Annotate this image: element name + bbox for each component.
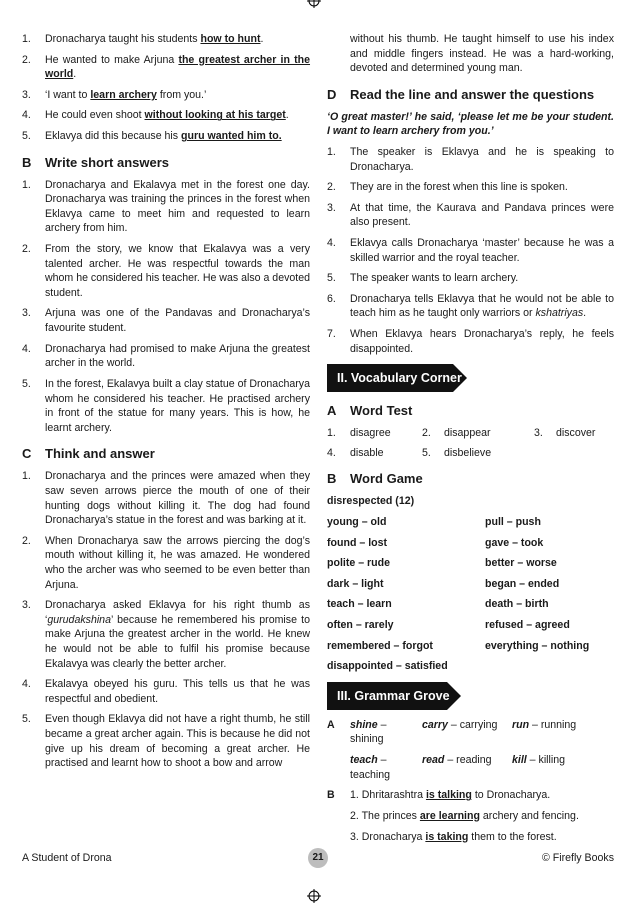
sentence-text: [350, 809, 614, 824]
list-item: [22, 677, 310, 706]
list-item: [22, 32, 310, 47]
left-column: [22, 32, 310, 777]
item-number: 1.: [22, 470, 31, 483]
verb-phrase: is taking: [425, 830, 469, 843]
list-item: [327, 327, 614, 356]
item-number: 3.: [22, 599, 31, 612]
antonym-pair: gave – took: [485, 536, 544, 549]
antonym-pair: found – lost: [327, 536, 388, 549]
item-text-pre: ‘I want to: [45, 88, 91, 101]
item-text: [45, 88, 310, 103]
item-number: 3.: [22, 88, 31, 101]
antonym-pair: began – ended: [485, 577, 560, 590]
list-item: [327, 201, 614, 230]
item-text-pre: He wanted to make Arjuna: [45, 53, 179, 66]
section-letter: [327, 830, 350, 845]
item-text-post: from you.’: [156, 88, 207, 101]
sentence-post: archery and fencing.: [479, 809, 579, 822]
item-number: 2.: [22, 53, 31, 66]
item-text-pre: He could even shoot: [45, 109, 145, 122]
sentence-pre: 1. Dhritarashtra: [350, 789, 426, 802]
continued-paragraph: without his thumb. He taught himself to use his index and middle fingers instead. He was a hard-working, devoted and determined young man.: [350, 33, 614, 75]
item-text: [45, 32, 310, 47]
word: discover: [556, 427, 596, 440]
item-text: Even though Eklavya did not have a right thumb, he still became a great archer again. This is because he did not give up his dream of becoming a great archer. He practised and learnt how to shoot a bow and arrow: [45, 713, 310, 770]
item-text: [350, 292, 614, 321]
grammar-sentence: [327, 809, 614, 824]
item-number: 2.: [22, 534, 31, 547]
sentence-post: them to the forest.: [468, 830, 557, 843]
antonym-pair: remembered – forgot: [327, 639, 433, 652]
answer-highlight: the greatest archer in the world: [45, 53, 311, 81]
answer-highlight: learn archery: [90, 88, 157, 101]
sentence-pre: 3. Dronacharya: [350, 830, 426, 843]
list-item: [327, 145, 614, 174]
list-item: [22, 377, 310, 435]
word-test-cell: [327, 446, 422, 461]
antonym-pair: dark – light: [327, 577, 384, 590]
antonym-pair: better – worse: [485, 557, 557, 570]
word-test-cell: [422, 426, 534, 441]
list-item: [22, 469, 310, 527]
sentence-post: to Dronacharya.: [471, 789, 551, 802]
grammar-sentence: [327, 830, 614, 845]
base-verb: teach: [350, 754, 378, 767]
dash: –: [377, 754, 387, 767]
grammar-sentence: [327, 788, 614, 803]
vocabulary-corner-banner: [327, 364, 614, 392]
ing-form: shining: [350, 733, 384, 746]
verb-forms-row: [327, 753, 614, 782]
item-text-pre: Dronacharya tells Eklavya that he would not be able to teach him as he taught only warriors or: [350, 292, 614, 320]
word: disagree: [350, 427, 391, 440]
right-column: [327, 32, 614, 850]
registration-mark-icon: [307, 0, 321, 8]
list-item: [327, 236, 614, 265]
section-d-heading: [327, 86, 614, 104]
answer-highlight: without looking at his target: [144, 109, 286, 122]
antonym-pair: young – old: [327, 516, 387, 528]
word-game-heading: [327, 470, 614, 488]
item-text: They are in the forest when this line is spoken.: [350, 181, 568, 194]
item-text-post: .: [285, 109, 289, 122]
item-number: 3.: [327, 201, 336, 214]
item-text: When Eklavya hears Dronacharya’s reply, he feels disappointed.: [350, 328, 614, 355]
word-test-cell: [327, 426, 422, 441]
list-item: [327, 292, 614, 321]
word-test-row: [327, 446, 614, 461]
item-text-post: ’ because he remembered his promise to make Arjuna the greatest archer in the world. He knew he would not be able to fulfil his promise because Ekalavya was clearly the better archer.: [45, 613, 310, 670]
word-number: 4.: [327, 446, 336, 459]
item-text: [45, 108, 310, 123]
item-number: 5.: [22, 130, 31, 143]
section-letter: B: [327, 789, 335, 802]
antonym-pair: often – rarely: [327, 619, 394, 632]
section-title: Think and answer: [45, 446, 155, 462]
item-text: Dronacharya and the princes were amazed when they saw seven arrows pierce the mouth of one of their hunting dogs without killing it. The dog had found Dronacharya’s statue in the forest and was barking at it.: [45, 470, 310, 527]
spacer: [327, 32, 350, 76]
item-number: 5.: [22, 713, 31, 726]
footer-book-title: A Student of Drona: [22, 852, 112, 864]
item-number: 2.: [327, 181, 336, 194]
section-letter: C: [22, 446, 32, 462]
antonym-pair: everything – nothing: [485, 639, 590, 652]
banner-title: II. Vocabulary Corner: [337, 371, 462, 386]
item-text: [45, 53, 310, 82]
word-number: 5.: [422, 446, 431, 459]
item-number: 4.: [22, 109, 31, 122]
item-number: 6.: [327, 292, 336, 305]
ing-form: running: [540, 718, 577, 731]
section-b-heading: [22, 154, 310, 172]
dash: –: [529, 718, 541, 731]
ing-form: carrying: [459, 718, 498, 731]
item-text-pre: Eklavya did this because his: [45, 130, 182, 143]
item-text: When Dronacharya saw the arrows piercing the dog’s mouth without killing it, he was amazed. He wondered who the archer was who seemed to be even better than Arjuna.: [45, 534, 310, 591]
verb-form: [350, 718, 422, 747]
word-test-cell: [534, 426, 614, 441]
item-text: Dronacharya and Ekalavya met in the forest one day. Dronacharya was training the princes in the forest when Eklavya came to meet him and requested to learn archery from him.: [45, 178, 310, 235]
item-text-pre: Dronacharya taught his students: [45, 33, 201, 45]
item-text: [45, 598, 310, 671]
italic-term: gurudakshina: [47, 613, 111, 626]
item-number: 4.: [22, 342, 31, 355]
dash: –: [444, 754, 457, 767]
item-text: Arjuna was one of the Pandavas and Dronacharya’s favourite student.: [45, 307, 310, 335]
ing-form: killing: [538, 754, 566, 767]
list-item: [22, 178, 310, 236]
banner-title: III. Grammar Grove: [337, 688, 450, 703]
antonym-pair: [485, 659, 614, 674]
item-number: 1.: [22, 33, 31, 45]
section-title: Read the line and answer the questions: [350, 86, 595, 102]
item-number: 5.: [327, 272, 336, 285]
verb-phrase: is talking: [425, 789, 472, 802]
sentence-text: [350, 830, 614, 845]
list-item: [22, 712, 310, 770]
section-letter: A: [327, 403, 337, 419]
verb-phrase: are learning: [419, 809, 480, 822]
word: disable: [350, 446, 384, 459]
list-item: [22, 88, 310, 103]
base-verb: kill: [512, 754, 527, 767]
list-item: [22, 598, 310, 671]
antonym-pair: polite – rude: [327, 557, 390, 570]
section-letter: D: [327, 86, 337, 102]
sentence-pre: 2. The princes: [350, 809, 420, 822]
item-text-post: .: [73, 68, 77, 81]
list-item: [22, 534, 310, 592]
word-game-answer: disrespected (12): [327, 495, 415, 508]
list-item: [22, 342, 310, 371]
list-item: [327, 180, 614, 195]
list-item: [22, 306, 310, 335]
answer-highlight: how to hunt: [200, 33, 261, 45]
word-number: 1.: [327, 427, 336, 440]
list-item: [22, 129, 310, 144]
list-item: [22, 53, 310, 82]
item-text: In the forest, Ekalavya built a clay statue of Dronacharya whom he considered his teacher. He practised archery in front of the statue for many years. This is how, he learnt archery.: [45, 377, 310, 434]
quoted-line: ‘O great master!’ he said, ‘please let me be your student. I want to learn archery from you.’: [327, 110, 614, 138]
list-item: [22, 108, 310, 123]
item-text: Eklavya calls Dronacharya ‘master’ because he was a skilled warrior and the royal teacher.: [350, 237, 614, 264]
base-verb: shine: [350, 718, 378, 731]
word: disappear: [444, 427, 491, 440]
verb-form: [422, 718, 512, 747]
antonym-pair: teach – learn: [327, 598, 392, 611]
antonym-pair: death – birth: [485, 598, 549, 611]
section-letter: B: [22, 154, 32, 170]
verb-form: [350, 753, 422, 782]
base-verb: read: [422, 754, 445, 767]
answer-highlight: guru wanted him to.: [181, 130, 282, 143]
list-item: [327, 271, 614, 286]
item-text-post: .: [583, 307, 587, 320]
item-text-post: .: [260, 33, 264, 45]
verb-form: [512, 718, 592, 747]
item-text: [45, 129, 310, 144]
dash: –: [447, 718, 460, 731]
base-verb: carry: [422, 718, 448, 731]
item-text: From the story, we know that Ekalavya was a very talented archer. He was respectful towards the man whom he considered his teacher. He was also a devoted student.: [45, 243, 310, 299]
item-text: At that time, the Kaurava and Pandava princes were also present.: [350, 201, 614, 229]
section-title: Word Test: [350, 403, 413, 419]
word-test-cell: [422, 446, 534, 461]
word-test-row: [327, 426, 614, 441]
item-text-pre: Dronacharya asked Eklavya for his right thumb as ‘: [45, 599, 310, 626]
item-number: 7.: [327, 328, 336, 341]
item-text: The speaker is Eklavya and he is speaking to Dronacharya.: [350, 145, 614, 173]
ing-form: reading: [456, 754, 492, 767]
section-c-heading: [22, 445, 310, 463]
italic-term: kshatriyas: [535, 307, 584, 320]
list-item: [22, 242, 310, 300]
item-number: 1.: [22, 178, 31, 191]
section-title: Word Game: [350, 471, 423, 487]
section-letter: B: [327, 471, 337, 487]
section-letter: A: [327, 718, 335, 731]
item-number: 4.: [22, 678, 31, 691]
antonym-pairs: [327, 515, 614, 674]
dash: –: [377, 718, 387, 731]
verb-forms-row: [327, 718, 614, 747]
word-test-heading: [327, 402, 614, 420]
item-number: 4.: [327, 237, 336, 250]
item-text: Dronacharya had promised to make Arjuna the greatest archer in the world.: [45, 342, 310, 370]
antonym-pair: disappointed – satisfied: [327, 660, 448, 673]
base-verb: run: [512, 718, 530, 731]
antonym-pair: refused – agreed: [485, 619, 570, 632]
item-text: The speaker wants to learn archery.: [350, 272, 519, 285]
item-number: 2.: [22, 243, 31, 256]
item-number: 1.: [327, 145, 336, 158]
item-text: Ekalavya obeyed his guru. This tells us that he was respectful and obedient.: [45, 678, 310, 705]
page-number: 21: [308, 848, 328, 868]
footer-publisher: © Firefly Books: [542, 852, 614, 864]
grammar-grove-banner: [327, 682, 614, 710]
section-letter: [327, 809, 350, 824]
ing-form: teaching: [350, 768, 391, 781]
word-test-cell: [534, 446, 614, 461]
word-number: 2.: [422, 427, 431, 440]
word: disbelieve: [444, 446, 492, 459]
page-footer: [22, 850, 614, 866]
word-number: 3.: [534, 427, 543, 440]
continued-text: [327, 32, 614, 76]
antonym-pair: pull – push: [485, 516, 541, 528]
dash: –: [526, 754, 539, 767]
section-letter: [327, 753, 350, 782]
item-number: 5.: [22, 377, 31, 390]
item-number: 3.: [22, 307, 31, 320]
sentence-text: [350, 788, 614, 803]
verb-form: [512, 753, 592, 782]
section-title: Write short answers: [45, 154, 170, 170]
verb-form: [422, 753, 512, 782]
